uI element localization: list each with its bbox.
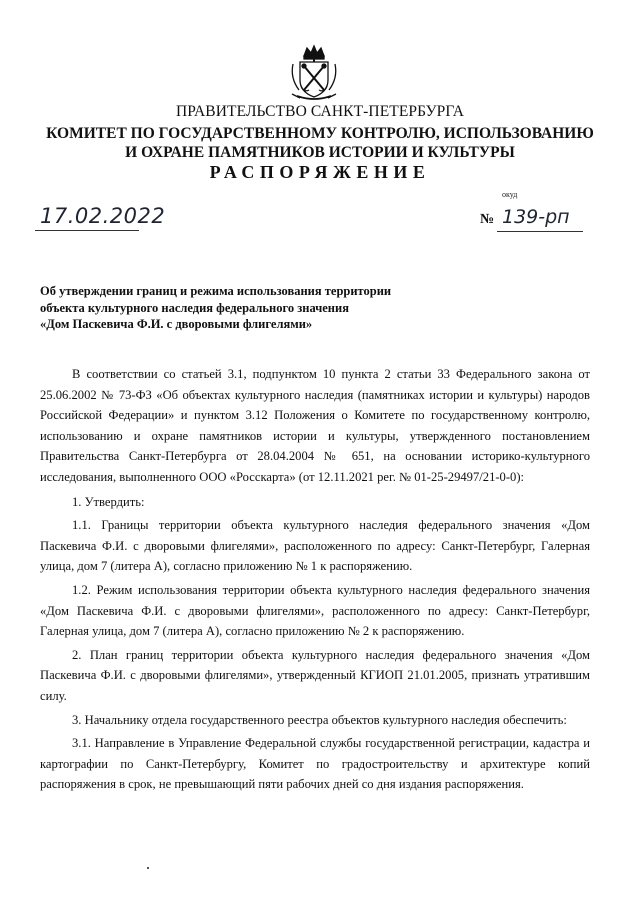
document-body	[40, 364, 590, 798]
paragraph-1-2: 1.2. Режим использования территории объекта культурного наследия федерального значения «Дом Паскевича Ф.И. с дворовыми флигелями», расположенного по адресу: Санкт-Петербург, Галерная улица, дом 7 (литера А), согласно приложению № 2 к распоряжению.	[40, 582, 590, 639]
document-subject	[40, 283, 440, 333]
committee-name-line2: И ОХРАНЕ ПАМЯТНИКОВ ИСТОРИИ И КУЛЬТУРЫ	[125, 144, 515, 161]
committee-name-line1: КОМИТЕТ ПО ГОСУДАРСТВЕННОМУ КОНТРОЛЮ, ИСПОЛЬЗОВАНИЮ	[46, 125, 594, 142]
paragraph-1-1: 1.1. Границы территории объекта культурного наследия федерального значения «Дом Паскевича Ф.И. с дворовыми флигелями», расположенного по адресу: Санкт-Петербург, Галерная улица, дом 7 (литера А), согласно приложению № 1 к распоряжению.	[40, 518, 590, 574]
date-underline	[35, 230, 139, 231]
paragraph-3: 3. Начальнику отдела государственного реестра объектов культурного наследия обеспечить:	[72, 712, 567, 727]
okud-label: окуд	[502, 190, 518, 199]
paragraph-approve: 1. Утвердить:	[72, 494, 145, 509]
coat-of-arms-icon	[287, 44, 341, 104]
paragraph-preamble: В соответствии со статьей 3.1, подпунктом 10 пункта 2 статьи 33 Федерального закона от 25.06.2002 № 73-ФЗ «Об объектах культурного наследия (памятниках истории и культуры) народов Российской Федерации» и пунктом 3.12 Положения о Комитете по государственному контролю, использованию и охране памятников истории и культуры, утвержденного постановлением Правительства Санкт-Петербурга от 28.04.2004 № 651, на основании историко-культурного исследования, выполненного ООО «Росскарта» (от 12.11.2021 рег. № 01-25-29497/21-0-0):	[40, 367, 590, 484]
subject-line3: «Дом Паскевича Ф.И. с дворовыми флигелями»	[40, 317, 313, 331]
paragraph-3-1: 3.1. Направление в Управление Федеральной службы государственной регистрации, кадастра и картографии по Санкт-Петербургу, Комитет по градостроительству и архитектуре копий распоряжения в срок, не превышающий пяти рабочих дней со дня издания распоряжения.	[40, 736, 590, 792]
number-label: №	[480, 212, 495, 227]
subject-line1: Об утверждении границ и режима использования территории	[40, 284, 392, 298]
committee-name	[0, 124, 640, 162]
government-name: ПРАВИТЕЛЬСТВО САНКТ-ПЕТЕРБУРГА	[175, 103, 465, 120]
document-number: 139-рп	[502, 206, 570, 228]
document-date: 17.02.2022	[40, 204, 166, 228]
paragraph-2: 2. План границ территории объекта культурного наследия федерального значения «Дом Паскевича Ф.И. с дворовыми флигелями», утвержденный КГИОП 21.01.2005, признать утратившим силу.	[40, 647, 590, 703]
document-type: РАСПОРЯЖЕНИЕ	[209, 162, 431, 182]
scan-speck	[147, 867, 149, 869]
subject-line2: объекта культурного наследия федерального значения	[40, 300, 349, 315]
number-underline	[497, 231, 583, 232]
